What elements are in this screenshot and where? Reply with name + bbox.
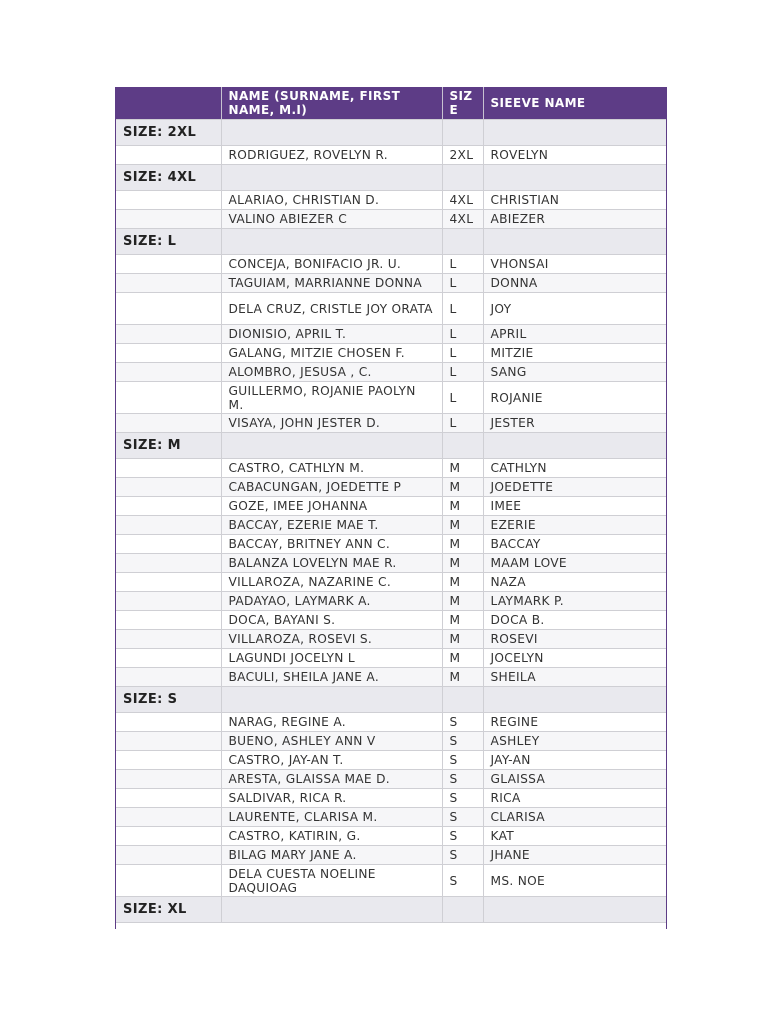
row-group-cell bbox=[116, 770, 221, 789]
name-cell: LAGUNDI JOCELYN L bbox=[221, 649, 442, 668]
sleeve-name-cell: APRIL bbox=[483, 325, 667, 344]
name-cell: BACCAY, EZERIE MAE T. bbox=[221, 516, 442, 535]
row-group-cell bbox=[116, 255, 221, 274]
row-group-cell bbox=[116, 713, 221, 732]
size-cell: S bbox=[442, 732, 483, 751]
size-cell: M bbox=[442, 459, 483, 478]
row-group-cell bbox=[116, 732, 221, 751]
size-group-row bbox=[116, 229, 667, 255]
row-group-cell bbox=[116, 325, 221, 344]
size-cell: L bbox=[442, 293, 483, 325]
size-group-empty-name bbox=[221, 120, 442, 146]
name-cell: CASTRO, CATHLYN M. bbox=[221, 459, 442, 478]
name-cell: VALINO ABIEZER C bbox=[221, 210, 442, 229]
row-group-cell bbox=[116, 827, 221, 846]
table-row bbox=[116, 808, 667, 827]
size-cell: M bbox=[442, 478, 483, 497]
row-group-cell bbox=[116, 191, 221, 210]
sleeve-name-cell: LAYMARK P. bbox=[483, 592, 667, 611]
name-cell: CASTRO, KATIRIN, G. bbox=[221, 827, 442, 846]
name-cell: LAURENTE, CLARISA M. bbox=[221, 808, 442, 827]
table-row bbox=[116, 592, 667, 611]
table-header-row bbox=[116, 87, 667, 120]
table-row bbox=[116, 668, 667, 687]
name-cell: BILAG MARY JANE A. bbox=[221, 846, 442, 865]
table-row bbox=[116, 325, 667, 344]
table-row bbox=[116, 363, 667, 382]
table-row bbox=[116, 516, 667, 535]
size-cell: M bbox=[442, 649, 483, 668]
table-row bbox=[116, 210, 667, 229]
size-group-empty-sleeve bbox=[483, 120, 667, 146]
size-cell: S bbox=[442, 827, 483, 846]
sleeve-name-cell: JOEDETTE bbox=[483, 478, 667, 497]
name-cell: CONCEJA, BONIFACIO JR. U. bbox=[221, 255, 442, 274]
sleeve-name-cell: BACCAY bbox=[483, 535, 667, 554]
size-group-empty-size bbox=[442, 165, 483, 191]
name-cell: CASTRO, JAY-AN T. bbox=[221, 751, 442, 770]
size-cell: M bbox=[442, 535, 483, 554]
table-row bbox=[116, 478, 667, 497]
table-body bbox=[116, 120, 667, 923]
row-group-cell bbox=[116, 210, 221, 229]
sleeve-name-cell: NAZA bbox=[483, 573, 667, 592]
table-row bbox=[116, 630, 667, 649]
size-cell: S bbox=[442, 846, 483, 865]
row-group-cell bbox=[116, 846, 221, 865]
row-group-cell bbox=[116, 535, 221, 554]
row-group-cell bbox=[116, 293, 221, 325]
row-group-cell bbox=[116, 649, 221, 668]
size-cell: S bbox=[442, 751, 483, 770]
size-group-empty-name bbox=[221, 433, 442, 459]
size-group-empty-sleeve bbox=[483, 229, 667, 255]
size-group-empty-size bbox=[442, 120, 483, 146]
row-group-cell bbox=[116, 414, 221, 433]
size-group-empty-size bbox=[442, 687, 483, 713]
size-cell: L bbox=[442, 414, 483, 433]
size-group-empty-sleeve bbox=[483, 687, 667, 713]
size-group-empty-sleeve bbox=[483, 897, 667, 923]
sleeve-name-cell: JOCELYN bbox=[483, 649, 667, 668]
name-cell: GUILLERMO, ROJANIE PAOLYN M. bbox=[221, 382, 442, 414]
name-cell: GOZE, IMEE JOHANNA bbox=[221, 497, 442, 516]
size-group-empty-size bbox=[442, 229, 483, 255]
size-group-empty-sleeve bbox=[483, 165, 667, 191]
size-cell: S bbox=[442, 713, 483, 732]
size-cell: M bbox=[442, 668, 483, 687]
header-size: SIZ E bbox=[442, 87, 483, 120]
sleeve-name-cell: ASHLEY bbox=[483, 732, 667, 751]
row-group-cell bbox=[116, 459, 221, 478]
name-cell: VILLAROZA, ROSEVI S. bbox=[221, 630, 442, 649]
row-group-cell bbox=[116, 554, 221, 573]
header-group-cell bbox=[116, 87, 221, 120]
size-group-empty-size bbox=[442, 433, 483, 459]
size-group-label: SIZE: M bbox=[116, 433, 221, 459]
sleeve-name-cell: VHONSAI bbox=[483, 255, 667, 274]
sleeve-name-cell: CATHLYN bbox=[483, 459, 667, 478]
name-cell: RODRIGUEZ, ROVELYN R. bbox=[221, 146, 442, 165]
name-cell: CABACUNGAN, JOEDETTE P bbox=[221, 478, 442, 497]
size-cell: M bbox=[442, 573, 483, 592]
sleeve-name-cell: JAY-AN bbox=[483, 751, 667, 770]
sleeve-name-cell: DOCA B. bbox=[483, 611, 667, 630]
name-cell: ALOMBRO, JESUSA , C. bbox=[221, 363, 442, 382]
sleeve-name-cell: IMEE bbox=[483, 497, 667, 516]
name-cell: DOCA, BAYANI S. bbox=[221, 611, 442, 630]
size-group-label: SIZE: 2XL bbox=[116, 120, 221, 146]
sleeve-name-cell: SANG bbox=[483, 363, 667, 382]
sleeve-name-cell: JHANE bbox=[483, 846, 667, 865]
table-row bbox=[116, 382, 667, 414]
size-group-label: SIZE: L bbox=[116, 229, 221, 255]
header-name: NAME (SURNAME, FIRST NAME, M.I) bbox=[221, 87, 442, 120]
name-cell: DELA CRUZ, CRISTLE JOY ORATA bbox=[221, 293, 442, 325]
size-group-empty-name bbox=[221, 897, 442, 923]
size-group-label: SIZE: S bbox=[116, 687, 221, 713]
sleeve-name-cell: ROJANIE bbox=[483, 382, 667, 414]
size-cell: M bbox=[442, 611, 483, 630]
size-group-label: SIZE: XL bbox=[116, 897, 221, 923]
size-cell: L bbox=[442, 325, 483, 344]
sleeve-name-cell: EZERIE bbox=[483, 516, 667, 535]
sleeve-name-cell: MAAM LOVE bbox=[483, 554, 667, 573]
table-row bbox=[116, 293, 667, 325]
table-row bbox=[116, 732, 667, 751]
size-group-empty-sleeve bbox=[483, 433, 667, 459]
row-group-cell bbox=[116, 808, 221, 827]
size-cell: L bbox=[442, 255, 483, 274]
table-row bbox=[116, 274, 667, 293]
size-cell: M bbox=[442, 592, 483, 611]
row-group-cell bbox=[116, 789, 221, 808]
table-row bbox=[116, 497, 667, 516]
size-group-row bbox=[116, 165, 667, 191]
name-cell: BALANZA LOVELYN MAE R. bbox=[221, 554, 442, 573]
sleeve-name-cell: RICA bbox=[483, 789, 667, 808]
size-group-row bbox=[116, 897, 667, 923]
shirt-order-table-container bbox=[115, 87, 667, 929]
name-cell: ARESTA, GLAISSA MAE D. bbox=[221, 770, 442, 789]
sleeve-name-cell: SHEILA bbox=[483, 668, 667, 687]
sleeve-name-cell: REGINE bbox=[483, 713, 667, 732]
table-row bbox=[116, 554, 667, 573]
name-cell: PADAYAO, LAYMARK A. bbox=[221, 592, 442, 611]
size-cell: M bbox=[442, 516, 483, 535]
size-cell: 4XL bbox=[442, 191, 483, 210]
row-group-cell bbox=[116, 363, 221, 382]
table-row bbox=[116, 649, 667, 668]
table-row bbox=[116, 414, 667, 433]
size-cell: S bbox=[442, 808, 483, 827]
table-row bbox=[116, 770, 667, 789]
name-cell: DIONISIO, APRIL T. bbox=[221, 325, 442, 344]
sleeve-name-cell: ABIEZER bbox=[483, 210, 667, 229]
table-row bbox=[116, 789, 667, 808]
row-group-cell bbox=[116, 592, 221, 611]
name-cell: GALANG, MITZIE CHOSEN F. bbox=[221, 344, 442, 363]
sleeve-name-cell: MS. NOE bbox=[483, 865, 667, 897]
size-group-row bbox=[116, 433, 667, 459]
sleeve-name-cell: ROSEVI bbox=[483, 630, 667, 649]
name-cell: BACULI, SHEILA JANE A. bbox=[221, 668, 442, 687]
size-group-row bbox=[116, 687, 667, 713]
table-row bbox=[116, 191, 667, 210]
size-group-empty-name bbox=[221, 687, 442, 713]
sleeve-name-cell: GLAISSA bbox=[483, 770, 667, 789]
header-sleeve-name: SIEEVE NAME bbox=[483, 87, 667, 120]
table-row bbox=[116, 751, 667, 770]
table-row bbox=[116, 573, 667, 592]
size-cell: S bbox=[442, 770, 483, 789]
table-row bbox=[116, 846, 667, 865]
size-cell: S bbox=[442, 789, 483, 808]
size-cell: S bbox=[442, 865, 483, 897]
size-group-row bbox=[116, 120, 667, 146]
size-group-empty-name bbox=[221, 229, 442, 255]
name-cell: TAGUIAM, MARRIANNE DONNA bbox=[221, 274, 442, 293]
shirt-order-table bbox=[116, 87, 667, 923]
size-cell: M bbox=[442, 630, 483, 649]
name-cell: SALDIVAR, RICA R. bbox=[221, 789, 442, 808]
table-row bbox=[116, 611, 667, 630]
size-cell: M bbox=[442, 554, 483, 573]
table-row bbox=[116, 827, 667, 846]
name-cell: BACCAY, BRITNEY ANN C. bbox=[221, 535, 442, 554]
row-group-cell bbox=[116, 751, 221, 770]
row-group-cell bbox=[116, 611, 221, 630]
name-cell: DELA CUESTA NOELINE DAQUIOAG bbox=[221, 865, 442, 897]
table-row bbox=[116, 344, 667, 363]
size-cell: L bbox=[442, 382, 483, 414]
size-cell: 2XL bbox=[442, 146, 483, 165]
size-group-empty-name bbox=[221, 165, 442, 191]
row-group-cell bbox=[116, 382, 221, 414]
sleeve-name-cell: KAT bbox=[483, 827, 667, 846]
row-group-cell bbox=[116, 146, 221, 165]
row-group-cell bbox=[116, 573, 221, 592]
size-cell: 4XL bbox=[442, 210, 483, 229]
row-group-cell bbox=[116, 630, 221, 649]
sleeve-name-cell: CHRISTIAN bbox=[483, 191, 667, 210]
name-cell: VISAYA, JOHN JESTER D. bbox=[221, 414, 442, 433]
row-group-cell bbox=[116, 516, 221, 535]
name-cell: VILLAROZA, NAZARINE C. bbox=[221, 573, 442, 592]
size-cell: L bbox=[442, 274, 483, 293]
sleeve-name-cell: CLARISA bbox=[483, 808, 667, 827]
sleeve-name-cell: DONNA bbox=[483, 274, 667, 293]
size-cell: L bbox=[442, 344, 483, 363]
table-row bbox=[116, 459, 667, 478]
sleeve-name-cell: JESTER bbox=[483, 414, 667, 433]
size-cell: M bbox=[442, 497, 483, 516]
name-cell: BUENO, ASHLEY ANN V bbox=[221, 732, 442, 751]
row-group-cell bbox=[116, 668, 221, 687]
sleeve-name-cell: MITZIE bbox=[483, 344, 667, 363]
size-group-label: SIZE: 4XL bbox=[116, 165, 221, 191]
name-cell: NARAG, REGINE A. bbox=[221, 713, 442, 732]
table-row bbox=[116, 535, 667, 554]
row-group-cell bbox=[116, 865, 221, 897]
size-cell: L bbox=[442, 363, 483, 382]
name-cell: ALARIAO, CHRISTIAN D. bbox=[221, 191, 442, 210]
table-row bbox=[116, 713, 667, 732]
row-group-cell bbox=[116, 478, 221, 497]
sleeve-name-cell: JOY bbox=[483, 293, 667, 325]
table-row bbox=[116, 255, 667, 274]
size-group-empty-size bbox=[442, 897, 483, 923]
row-group-cell bbox=[116, 274, 221, 293]
row-group-cell bbox=[116, 497, 221, 516]
sleeve-name-cell: ROVELYN bbox=[483, 146, 667, 165]
row-group-cell bbox=[116, 344, 221, 363]
table-row bbox=[116, 865, 667, 897]
table-row bbox=[116, 146, 667, 165]
